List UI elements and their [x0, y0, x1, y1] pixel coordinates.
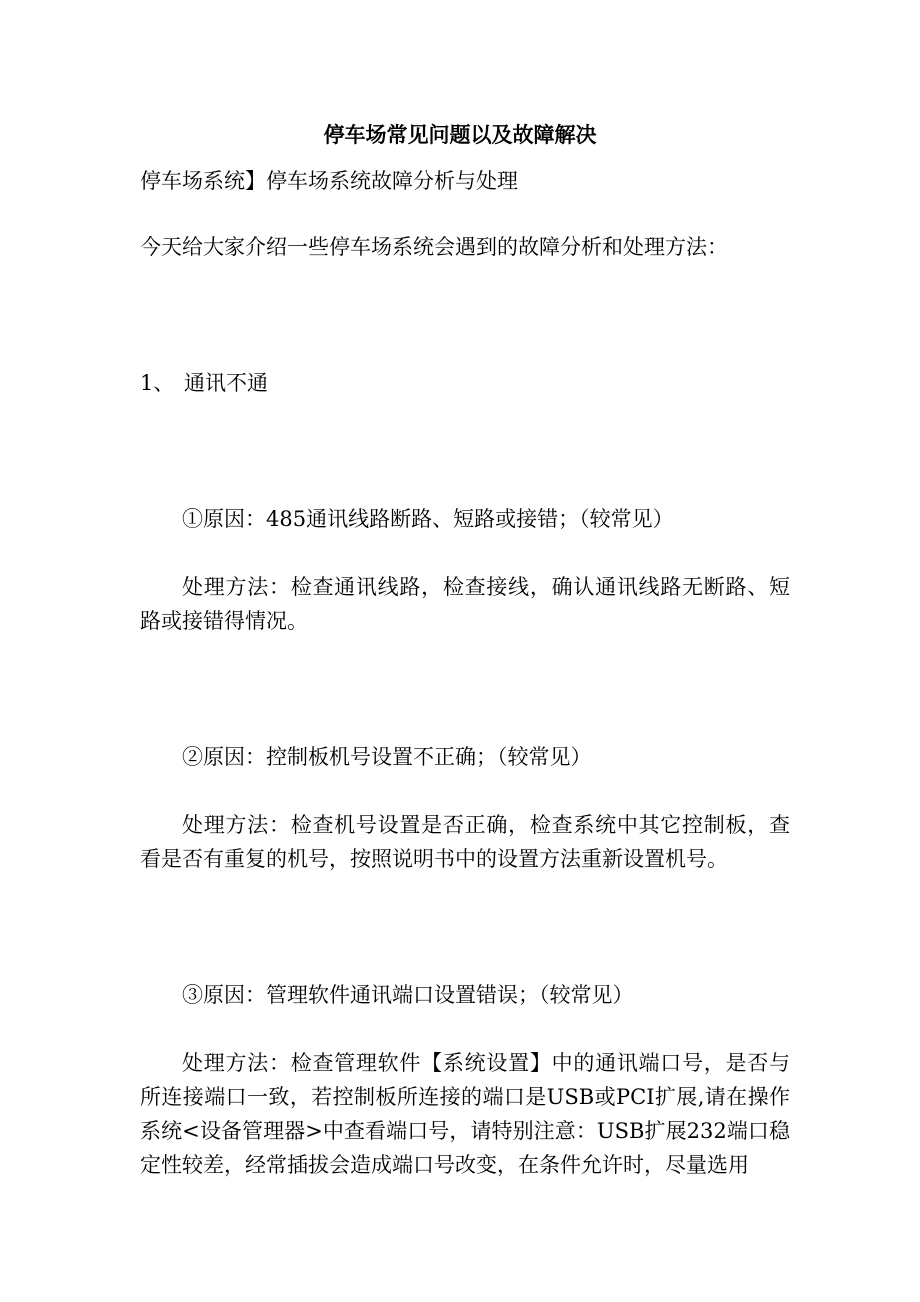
solution-paragraph-2: 处理方法：检查机号设置是否正确，检查系统中其它控制板，查看是否有重复的机号，按照说明书中的设置方法重新设置机号。: [140, 813, 790, 871]
solution-paragraph-1: 处理方法：检查通讯线路，检查接线，确认通讯线路无断路、短路或接错得情况。: [140, 575, 790, 633]
cause-paragraph-2: ②原因：控制板机号设置不正确；（较常见）: [182, 745, 592, 769]
section-number: 1、: [140, 371, 175, 395]
subtitle-line: 停车场系统】停车场系统故障分析与处理: [140, 169, 518, 193]
document-title: 停车场常见问题以及故障解决: [323, 122, 597, 147]
solution-paragraph-3: 处理方法：检查管理软件【系统设置】中的通讯端口号，是否与所连接端口一致，若控制板所连接的端口是USB或PCI扩展,请在操作系统<设备管理器>中查看端口号，请特别注意：USB扩展232端口稳定性较差，经常插拔会造成端口号改变，在条件允许时，尽量选用: [140, 1051, 790, 1177]
section-heading-text: 通讯不通: [184, 371, 268, 395]
section-heading: [140, 366, 790, 400]
cause-paragraph-3: ③原因：管理软件通讯端口设置错误；（较常见）: [182, 983, 634, 1007]
intro-paragraph: 今天给大家介绍一些停车场系统会遇到的故障分析和处理方法：: [140, 235, 728, 259]
cause-paragraph-1: ①原因：485通讯线路断路、短路或接错；（较常见）: [182, 507, 674, 531]
